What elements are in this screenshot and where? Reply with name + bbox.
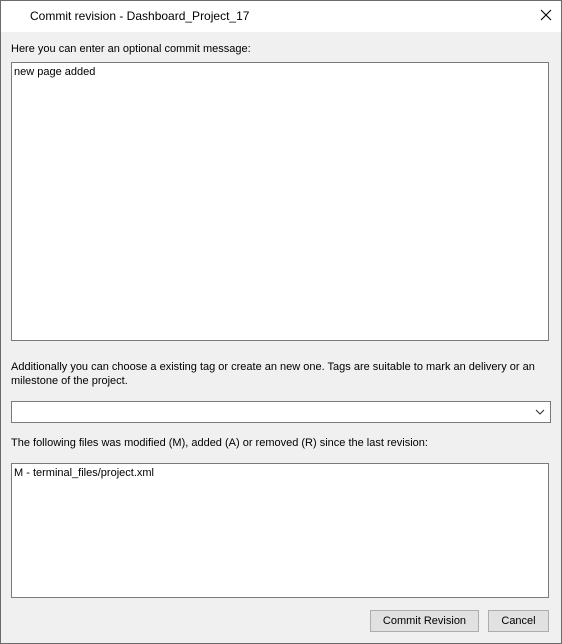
modified-files-label: The following files was modified (M), added (A) or removed (R) since the last revision: xyxy=(11,437,428,449)
close-icon xyxy=(540,9,552,24)
commit-message-input[interactable]: new page added xyxy=(11,62,549,341)
window-title: Commit revision - Dashboard_Project_17 xyxy=(30,9,250,23)
commit-message-label: Here you can enter an optional commit message: xyxy=(11,43,251,55)
cancel-button[interactable]: Cancel xyxy=(488,610,549,632)
tag-select[interactable] xyxy=(11,401,551,423)
chevron-down-icon[interactable] xyxy=(532,404,548,420)
tag-description: Additionally you can choose a existing tag or create an new one. Tags are suitable to mark an delivery or an milestone of the project. xyxy=(11,361,535,387)
title-bar xyxy=(1,1,561,32)
commit-revision-button[interactable]: Commit Revision xyxy=(370,610,479,632)
modified-files-list[interactable]: M - terminal_files/project.xml xyxy=(11,463,549,598)
close-button[interactable] xyxy=(531,1,561,32)
